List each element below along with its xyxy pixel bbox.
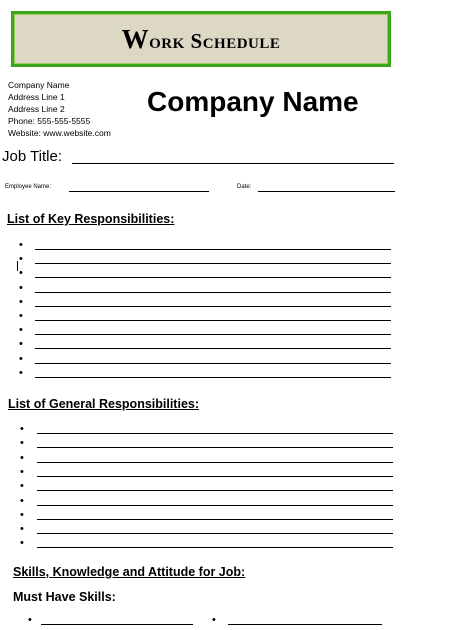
company-info-phone: Phone: 555-555-5555 (8, 116, 91, 126)
skill-bullet: • (28, 614, 32, 626)
company-info-website: Website: www.website.com (8, 128, 111, 138)
skills-heading: Skills, Knowledge and Attitude for Job: (13, 565, 246, 579)
list-line[interactable] (37, 476, 393, 477)
list-bullet: • (20, 423, 24, 435)
list-bullet: • (20, 537, 24, 550)
key-responsibilities-heading: List of Key Responsibilities: (7, 212, 175, 226)
general-responsibilities-heading: List of General Responsibilities: (8, 397, 200, 411)
company-info-name: Company Name (8, 80, 70, 90)
list-line[interactable] (35, 334, 391, 335)
list-bullet: • (20, 451, 24, 464)
list-line[interactable] (37, 462, 393, 463)
list-bullet: • (19, 338, 23, 351)
list-line[interactable] (35, 363, 391, 364)
list-bullet: • (19, 253, 23, 266)
job-title-label: Job Title: (2, 148, 63, 165)
list-bullet: • (19, 239, 23, 251)
list-line[interactable] (37, 519, 393, 520)
list-bullet: • (19, 352, 23, 365)
list-line[interactable] (35, 348, 391, 349)
job-title-field[interactable] (72, 163, 394, 164)
employee-name-label: Employee Name: (5, 184, 52, 190)
list-bullet: • (19, 281, 23, 294)
text-cursor (17, 261, 18, 271)
date-field[interactable] (258, 191, 395, 192)
list-bullet: • (20, 465, 24, 478)
list-line[interactable] (37, 533, 393, 534)
list-line[interactable] (35, 277, 391, 278)
list-line[interactable] (37, 433, 393, 434)
list-line[interactable] (35, 320, 391, 321)
company-info-block (8, 79, 111, 139)
list-line[interactable] (35, 263, 391, 264)
list-line[interactable] (37, 547, 393, 548)
list-bullet: • (20, 523, 24, 536)
list-bullet: • (20, 437, 24, 450)
list-line[interactable] (35, 306, 391, 307)
company-info-address-2: Address Line 2 (8, 104, 65, 114)
list-bullet: • (19, 267, 23, 280)
list-line[interactable] (37, 505, 393, 506)
skill-line[interactable] (228, 624, 382, 625)
list-bullet: • (19, 310, 23, 322)
employee-name-field[interactable] (69, 191, 209, 192)
list-line[interactable] (35, 292, 391, 293)
list-line[interactable] (35, 249, 391, 250)
company-info-address-1: Address Line 1 (8, 92, 65, 102)
list-bullet: • (19, 366, 23, 379)
list-bullet: • (20, 508, 24, 521)
date-label: Date: (237, 184, 252, 190)
must-have-skills-heading: Must Have Skills: (13, 590, 116, 604)
list-bullet: • (19, 295, 23, 308)
company-name-heading: Company Name (147, 86, 359, 117)
skill-line[interactable] (41, 624, 193, 625)
skill-bullet: • (212, 614, 216, 626)
list-line[interactable] (35, 377, 391, 378)
list-bullet: • (19, 324, 23, 337)
title-banner (11, 11, 391, 67)
list-line[interactable] (37, 490, 393, 491)
list-line[interactable] (37, 447, 393, 448)
list-bullet: • (20, 480, 24, 493)
list-bullet: • (20, 494, 24, 507)
document-title: Work Schedule (121, 23, 281, 54)
